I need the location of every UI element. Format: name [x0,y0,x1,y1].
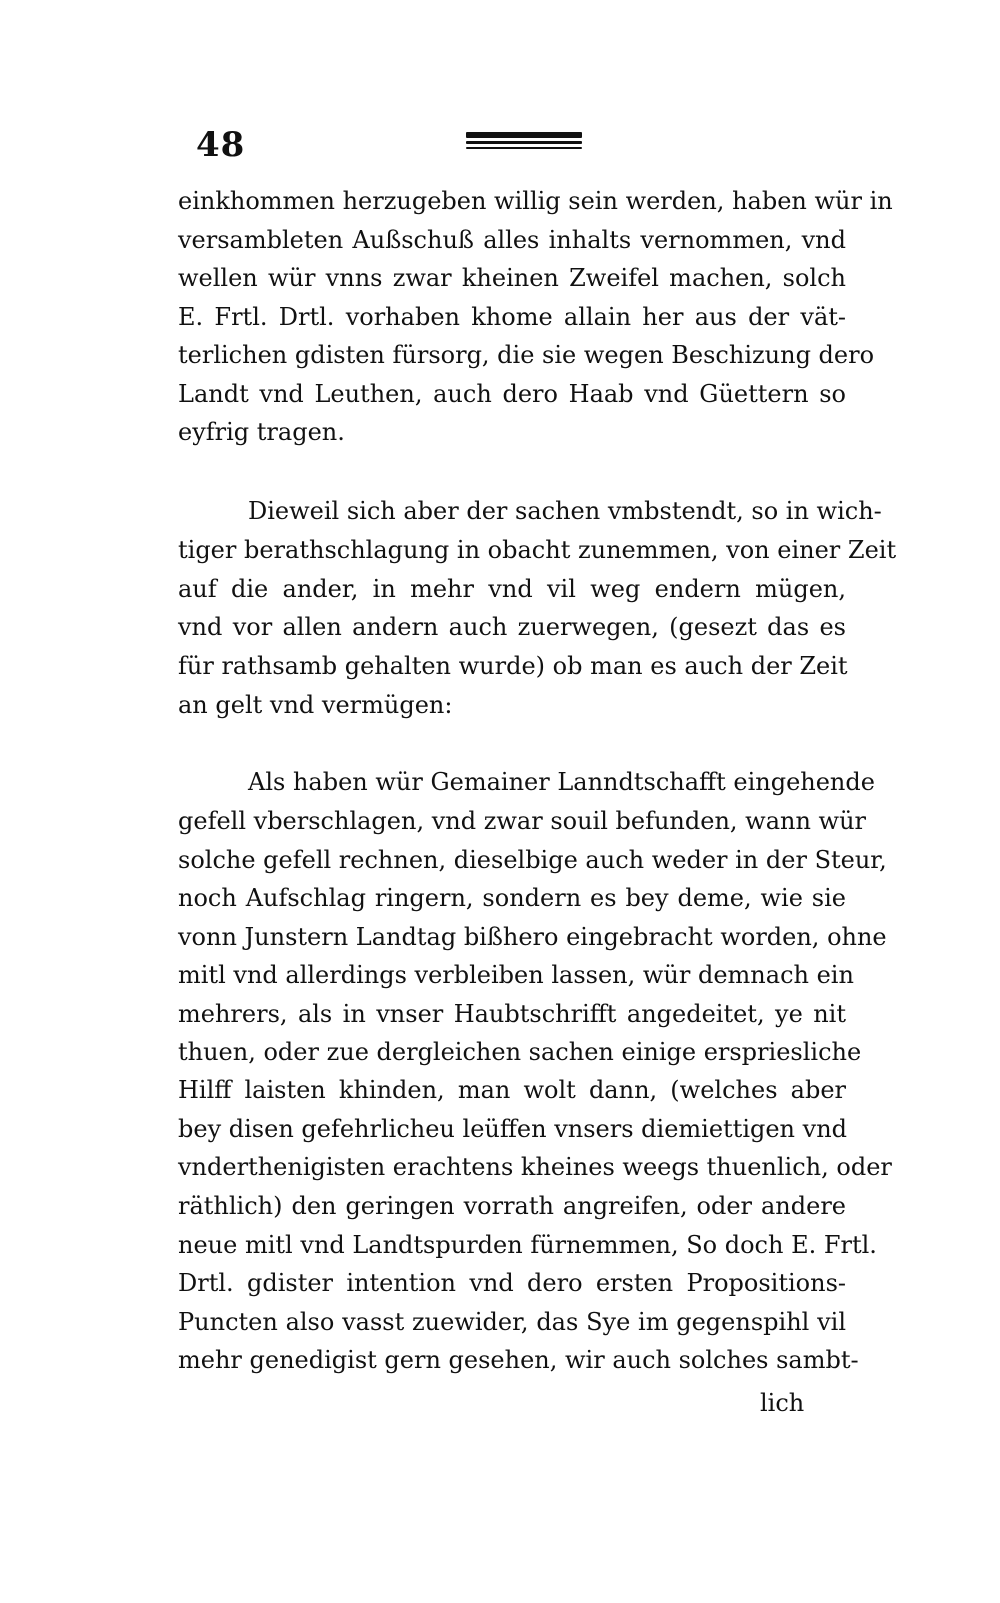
text-line: terlichen gdisten fürsorg, die sie wegen Beschizung dero [178,341,875,369]
text-line: E. Frtl. Drtl. vorhaben khome allain her aus der vät- [178,303,846,331]
text-line: wellen wür vnns zwar kheinen Zweifel machen, solch [178,264,846,292]
text-line: für rathsamb gehalten wurde) ob man es auch der Zeit [178,652,848,680]
header-rule [466,132,582,151]
text-line: versambleten Außschuß alles inhalts vernommen, vnd [178,226,846,254]
text-line: einkhommen herzugeben willig sein werden, haben wür in [178,187,893,215]
text-line: an gelt vnd vermügen: [178,691,453,719]
header-rule-medium [466,141,582,144]
text-line: solche gefell rechnen, dieselbige auch weder in der Steur, [178,846,887,874]
text-line: mehr genedigist gern gesehen, wir auch solches sambt- [178,1346,859,1374]
text-line: räthlich) den geringen vorrath angreifen, oder andere [178,1192,846,1220]
text-line: Landt vnd Leuthen, auch dero Haab vnd Güettern so [178,380,846,408]
catchword: lich [760,1389,805,1417]
text-line: Drtl. gdister intention vnd dero ersten Propositions- [178,1269,846,1297]
text-line: mehrers, als in vnser Haubtschrifft angedeitet, ye nit [178,1000,846,1028]
text-line: bey disen gefehrlicheu leüffen vnsers diemiettigen vnd [178,1115,848,1143]
page-number: 48 [196,125,246,165]
header-rule-thick [466,132,582,138]
text-line: noch Aufschlag ringern, sondern es bey deme, wie sie [178,884,846,912]
text-line: vnd vor allen andern auch zuerwegen, (gesezt das es [178,613,846,641]
text-line: tiger berathschlagung in obacht zunemmen, von einer Zeit [178,536,897,564]
text-line: Puncten also vasst zuewider, das Sye im gegenspihl vil [178,1308,846,1336]
header-rule-thin [466,147,582,149]
text-line: mitl vnd allerdings verbleiben lassen, wür demnach ein [178,961,854,989]
text-line: thuen, oder zue dergleichen sachen einige erspriesliche [178,1038,862,1066]
text-line: Hilff laisten khinden, man wolt dann, (welches aber [178,1076,846,1104]
text-line: auf die ander, in mehr vnd vil weg endern mügen, [178,575,846,603]
text-line: eyfrig tragen. [178,418,345,446]
text-line: vonn Junstern Landtag bißhero eingebracht worden, ohne [178,923,887,951]
text-line: Dieweil sich aber der sachen vmbstendt, so in wich- [248,497,882,525]
text-line: Als haben wür Gemainer Lanndtschafft eingehende [248,768,875,796]
text-line: neue mitl vnd Landtspurden fürnemmen, So doch E. Frtl. [178,1231,877,1259]
text-line: gefell vberschlagen, vnd zwar souil befunden, wann wür [178,807,867,835]
text-line: vnderthenigisten erachtens kheines weegs thuenlich, oder [178,1153,892,1181]
